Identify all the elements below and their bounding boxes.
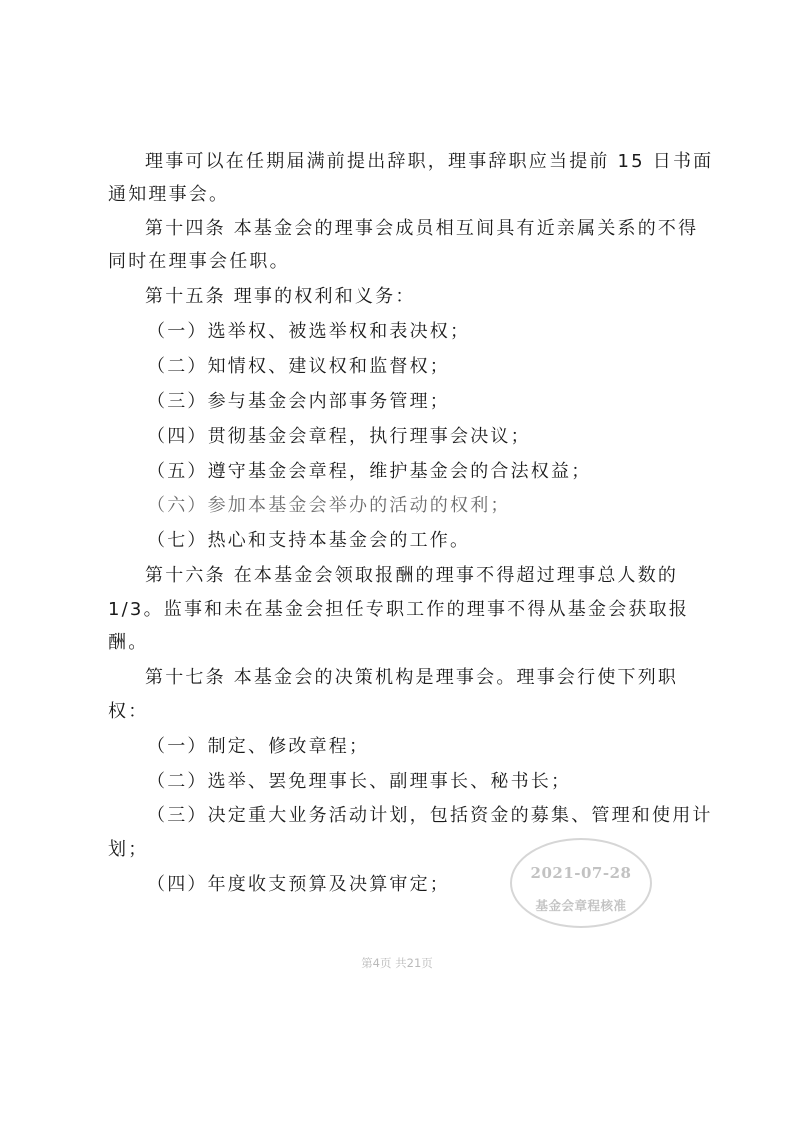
article-16-line: 第十六条 在本基金会领取报酬的理事不得超过理事总人数的 — [145, 565, 679, 586]
list-item: （一）制定、修改章程； — [147, 736, 370, 757]
stamp-text: 基金会章程核准 — [535, 898, 627, 913]
list-item: （一）选举权、被选举权和表决权； — [147, 321, 471, 342]
paragraph-line: 权： — [108, 701, 149, 722]
stamp-date: 2021-07-28 — [530, 864, 632, 882]
paragraph-line: 同时在理事会任职。 — [108, 251, 290, 272]
list-item: （六）参加本基金会举办的活动的权利； — [147, 495, 511, 516]
list-item: （二）知情权、建议权和监督权； — [147, 356, 450, 377]
list-item: （四）贯彻基金会章程，执行理事会决议； — [147, 426, 531, 447]
paragraph-line: 1/3。监事和未在基金会担任专职工作的理事不得从基金会获取报 — [108, 599, 689, 620]
list-item: （五）遵守基金会章程，维护基金会的合法权益； — [147, 461, 592, 482]
list-item: （七）热心和支持本基金会的工作。 — [147, 530, 471, 551]
paragraph-line: 理事可以在任期届满前提出辞职，理事辞职应当提前 15 日书面 — [145, 151, 714, 172]
article-17-line: 第十七条 本基金会的决策机构是理事会。理事会行使下列职 — [145, 667, 679, 688]
page-number: 第4页 共21页 — [361, 956, 433, 970]
article-14-line: 第十四条 本基金会的理事会成员相互间具有近亲属关系的不得 — [145, 218, 699, 239]
paragraph-line: 酬。 — [108, 632, 149, 653]
approval-stamp — [510, 838, 652, 928]
list-item: （三）决定重大业务活动计划，包括资金的募集、管理和使用计 — [147, 805, 713, 826]
list-item: （三）参与基金会内部事务管理； — [147, 391, 450, 412]
article-15-line: 第十五条 理事的权利和义务： — [145, 286, 416, 307]
list-item: （二）选举、罢免理事长、副理事长、秘书长； — [147, 771, 572, 792]
paragraph-line: 划； — [108, 839, 149, 860]
paragraph-line: 通知理事会。 — [108, 184, 230, 205]
list-item: （四）年度收支预算及决算审定； — [147, 874, 450, 895]
